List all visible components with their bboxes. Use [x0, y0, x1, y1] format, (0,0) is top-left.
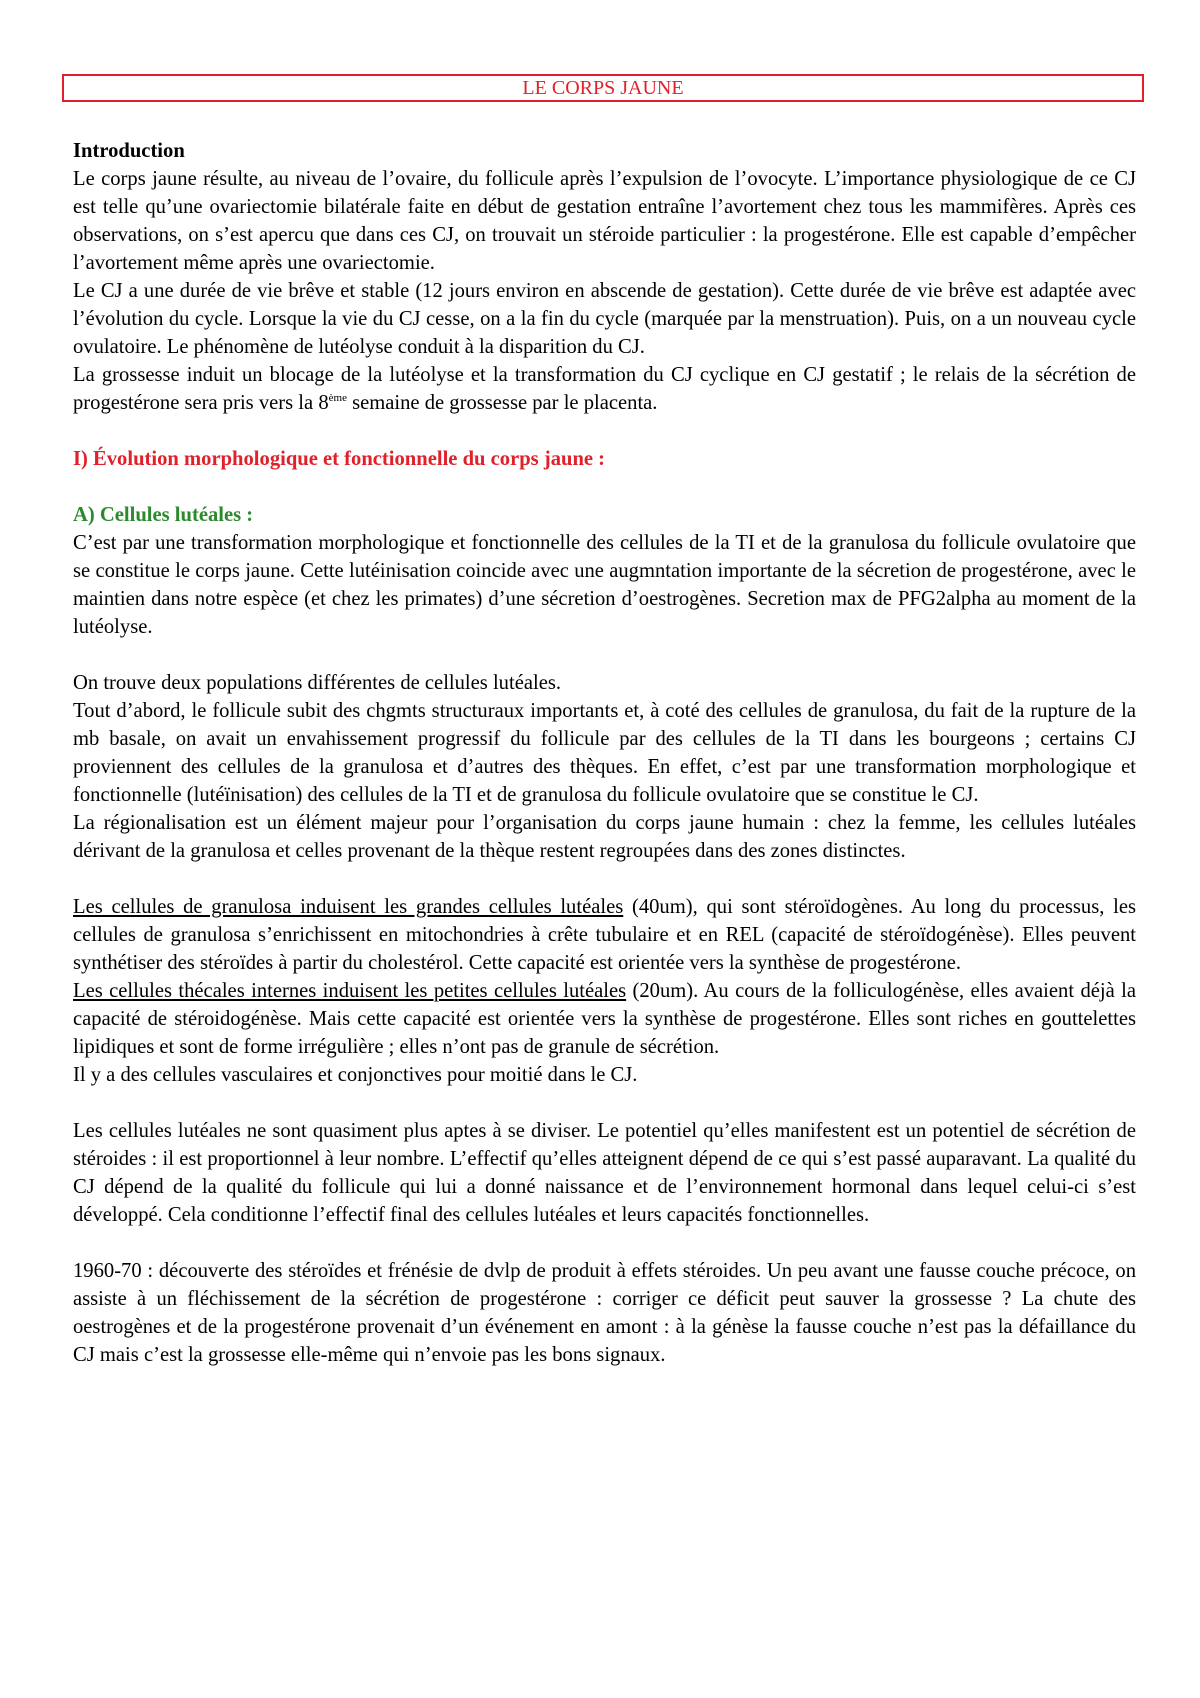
granulosa-cells-text: (40um), qui sont stéroïdogènes. Au long du processus, les cellules de granulosa s’enrichissent en mitochondries à crête tubulaire et en REL (capacité de stéroïdogénèse). Elles peuvent synthétiser des stéroïdes à partir du cholestérol. Cette capacité est orientée vers la synthèse de progestérone.	[73, 896, 1136, 974]
spacer	[73, 1089, 1136, 1117]
spacer	[73, 641, 1136, 669]
subsection-a-paragraph-3: Tout d’abord, le follicule subit des chgmts structuraux importants et, à coté des cellules de granulosa, du fait de la rupture de la mb basale, on avait un envahissement progressif du follicule par des cellules de la TI dans les bourgeons ; certains CJ proviennent des cellules de la granulosa et d’autres des thèques. En effet, c’est par une transformation morphologique et fonctionnelle (lutéïnisation) des cellules de la TI et de granulosa du follicule ovulatoire que se constitue le CJ.	[73, 700, 1136, 806]
thecal-cells-paragraph	[73, 977, 1136, 1061]
intro-p3-text: La grossesse induit un blocage de la lutéolyse et la transformation du CJ cyclique en CJ gestatif ; le relais de la sécrétion de progestérone sera pris vers la 8	[73, 364, 1136, 414]
intro-paragraph-2: Le CJ a une durée de vie brêve et stable (12 jours environ en abscende de gestation). Cette durée de vie brêve est adaptée avec l’évolution du cycle. Lorsque la vie du CJ cesse, on a la fin du cycle (marquée par la menstruation). Puis, on a un nouveau cycle ovulatoire. Le phénomène de lutéolyse conduit à la disparition du CJ.	[73, 280, 1136, 358]
document-title: LE CORPS JAUNE	[62, 74, 1144, 102]
subsection-a-paragraph-8: Les cellules lutéales ne sont quasiment plus aptes à se diviser. Le potentiel qu’elles manifestent est un potentiel de sécrétion de stéroides : il est proportionnel à leur nombre. L’effectif qu’elles atteignent dépend de ce qui s’est passé auparavant. La qualité du CJ dépend de la qualité du follicule qui lui a donné naissance et de l’environnement hormonal dans lequel celui-ci s’est développé. Cela conditionne l’effectif final des cellules lutéales et leurs capacités fonctionnelles.	[73, 1120, 1136, 1226]
subsection-a-paragraph-7: Il y a des cellules vasculaires et conjonctives pour moitié dans le CJ.	[73, 1064, 638, 1086]
thecal-cells-term: Les cellules thécales internes induisent les petites cellules lutéales	[73, 980, 627, 1002]
spacer	[73, 865, 1136, 893]
granulosa-cells-paragraph	[73, 893, 1136, 977]
thecal-cells-text: (20um). Au cours de la folliculogénèse, elles avaient déjà la capacité de stéroidogénèse. Mais cette capacité est orientée vers la synthèse de progestérone. Elles sont riches en gouttelettes lipidiques et sont de forme irrégulière ; elles n’ont pas de granule de sécrétion.	[73, 980, 1136, 1058]
spacer	[73, 473, 1136, 501]
document-body	[73, 137, 1136, 1369]
subsection-a-paragraph-9: 1960-70 : découverte des stéroïdes et frénésie de dvlp de produit à effets stéroides. Un peu avant une fausse couche précoce, on assiste à un fléchissement de la sécrétion de progestérone : corriger ce déficit peut sauver la grossesse ? La chute des oestrogènes et de la progestérone provenait d’un événement en amont : à la génèse la fausse couche n’est pas la défaillance du CJ mais c’est la grossesse elle-même qui n’envoie pas les bons signaux.	[73, 1260, 1136, 1366]
intro-heading: Introduction	[73, 140, 185, 162]
spacer	[73, 417, 1136, 445]
subsection-a-heading: A) Cellules lutéales :	[73, 504, 254, 526]
intro-p3-text-end: semaine de grossesse par le placenta.	[346, 392, 658, 414]
subsection-a-paragraph-1: C’est par une transformation morphologique et fonctionnelle des cellules de la TI et de la granulosa du follicule ovulatoire que se constitue le corps jaune. Cette lutéinisation coincide avec une augmntation importante de la sécretion de progestérone, avec le maintien dans notre espèce (et chez les primates) d’une sécretion d’oestrogènes. Secretion max de PFG2alpha au moment de la lutéolyse.	[73, 532, 1136, 638]
subsection-a-paragraph-2: On trouve deux populations différentes de cellules lutéales.	[73, 672, 562, 694]
intro-paragraph-1: Le corps jaune résulte, au niveau de l’ovaire, du follicule après l’expulsion de l’ovocyte. L’importance physiologique de ce CJ est telle qu’une ovariectomie bilatérale faite en début de gestation entraîne l’avortement chez tous les mammifères. Après ces observations, on s’est apercu que dans ces CJ, on trouvait un stéroide particulier : la progestérone. Elle est capable d’empêcher l’avortement même après une ovariectomie.	[73, 168, 1136, 274]
ordinal-superscript: ème	[328, 392, 347, 404]
spacer	[73, 1229, 1136, 1257]
section-1-heading: I) Évolution morphologique et fonctionnelle du corps jaune :	[73, 448, 606, 470]
subsection-a-paragraph-4: La régionalisation est un élément majeur pour l’organisation du corps jaune humain : chez la femme, les cellules lutéales dérivant de la granulosa et celles provenant de la thèque restent regroupées dans des zones distinctes.	[73, 812, 1136, 862]
intro-paragraph-3	[73, 361, 1136, 417]
granulosa-cells-term: Les cellules de granulosa induisent les grandes cellules lutéales	[73, 896, 624, 918]
